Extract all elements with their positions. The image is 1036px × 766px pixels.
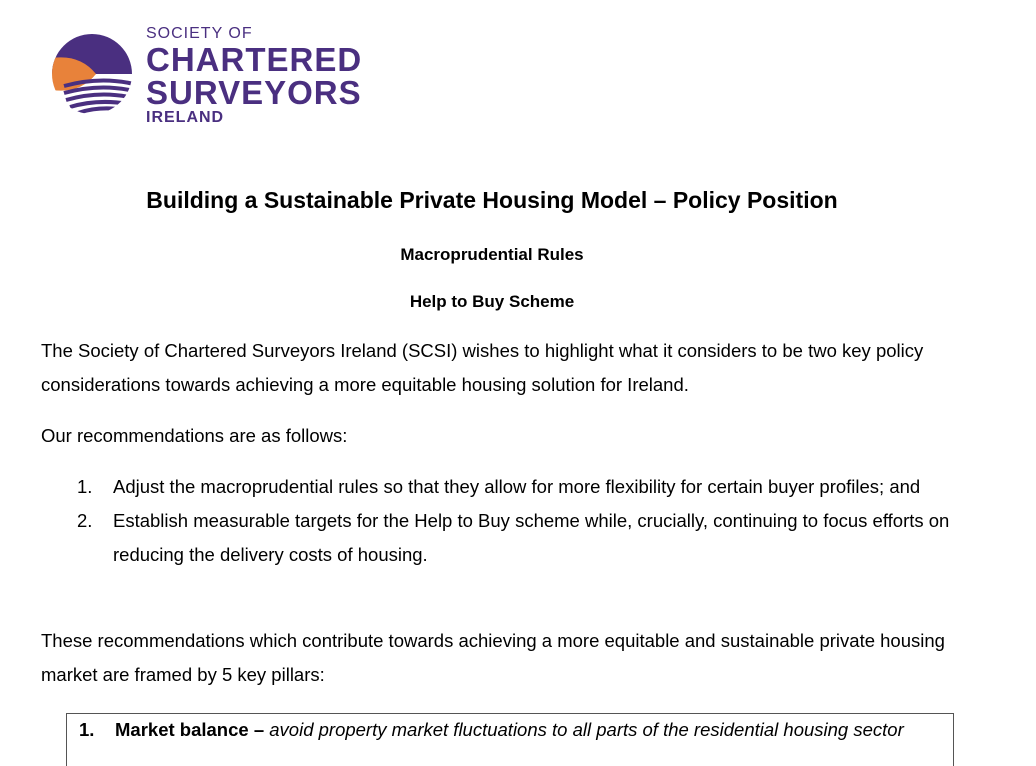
- pillars-table: [66, 713, 954, 766]
- logo-line-society: SOCIETY OF: [146, 25, 253, 42]
- scsi-logo-emblem-icon: [50, 28, 140, 120]
- pillar-description: avoid property market fluctuations to all parts of the residential housing sector: [269, 719, 904, 740]
- logo-line-ireland: IRELAND: [146, 109, 225, 126]
- document-title: Building a Sustainable Private Housing Model – Policy Position: [146, 187, 838, 213]
- subheading-help-to-buy: Help to Buy Scheme: [409, 292, 575, 311]
- list-item-text: Establish measurable targets for the Help to Buy scheme while, crucially, continuing to focus efforts on reducing the delivery costs of housing.: [113, 510, 950, 565]
- list-item-number: 1.: [77, 476, 93, 497]
- pillar-number: 1.: [79, 719, 95, 740]
- pillar-item: [79, 714, 939, 746]
- list-item: [77, 504, 957, 572]
- logo-line-chartered: CHARTERED: [146, 41, 363, 78]
- list-item-text: Adjust the macroprudential rules so that they allow for more flexibility for certain buyer profiles; and: [113, 476, 921, 497]
- subheading-macroprudential: Macroprudential Rules: [400, 245, 584, 264]
- list-item-number: 2.: [77, 510, 93, 531]
- logo-line-surveyors: SURVEYORS: [146, 74, 362, 111]
- intro-paragraph: The Society of Chartered Surveyors Ireland (SCSI) wishes to highlight what it considers to be two key policy considerations towards achieving a more equitable housing solution for Ireland.: [41, 340, 924, 395]
- scsi-logo: [50, 22, 430, 126]
- list-item: [77, 470, 957, 504]
- recommendations-lead: Our recommendations are as follows:: [41, 425, 348, 446]
- recommendations-list: [77, 470, 957, 572]
- pillars-lead: These recommendations which contribute towards achieving a more equitable and sustainable private housing market are framed by 5 key pillars:: [41, 630, 945, 685]
- logo-wordmark: [146, 26, 362, 126]
- pillar-heading: Market balance –: [115, 719, 270, 740]
